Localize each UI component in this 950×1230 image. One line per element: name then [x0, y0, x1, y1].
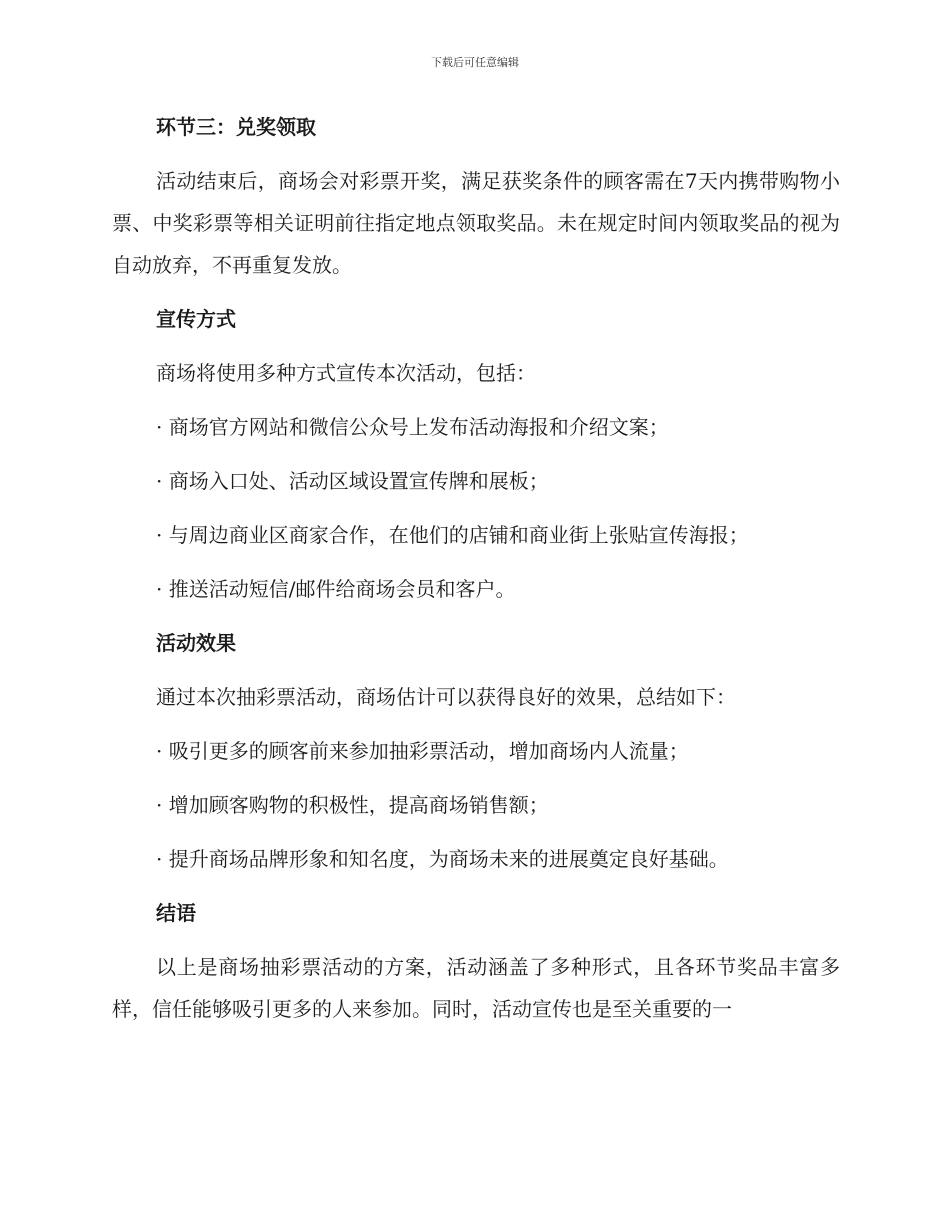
list-item: · 商场入口处、活动区域设置宣传牌和展板；: [156, 469, 549, 493]
list-item: · 吸引更多的顾客前来参加抽彩票活动，增加商场内人流量；: [156, 739, 689, 763]
paragraph-prize-claim: 活动结束后，商场会对彩票开奖，满足获奖条件的顾客需在7天内携带购物小票、中奖彩票等相关证明前往指定地点领取奖品。未在规定时间内领取奖品的视为自动放弃，不再重复发放。: [112, 169, 840, 277]
section-heading-conclusion: 结语: [156, 901, 196, 925]
section-heading-effects: 活动效果: [156, 631, 236, 655]
section-heading-promotion: 宣传方式: [156, 307, 236, 331]
paragraph-conclusion: 以上是商场抽彩票活动的方案，活动涵盖了多种形式，且各环节奖品丰富多样，信任能够吸引更多的人来参加。同时，活动宣传也是至关重要的一: [112, 955, 840, 1021]
list-item: · 商场官方网站和微信公众号上发布活动海报和介绍文案；: [156, 415, 669, 439]
list-item: · 与周边商业区商家合作，在他们的店铺和商业街上张贴宣传海报；: [156, 523, 749, 547]
paragraph-effects-intro: 通过本次抽彩票活动，商场估计可以获得良好的效果，总结如下：: [156, 685, 736, 709]
paragraph-promotion-intro: 商场将使用多种方式宣传本次活动，包括：: [156, 361, 536, 385]
list-item: · 推送活动短信/邮件给商场会员和客户。: [156, 577, 516, 601]
document-body: [112, 106, 840, 1042]
list-item: · 提升商场品牌形象和知名度，为商场未来的进展奠定良好基础。: [156, 847, 729, 871]
list-item: · 增加顾客购物的积极性，提高商场销售额；: [156, 793, 549, 817]
section-heading-prize-claim: 环节三：兑奖领取: [156, 115, 316, 139]
page-header: 下载后可任意编辑: [431, 56, 519, 69]
